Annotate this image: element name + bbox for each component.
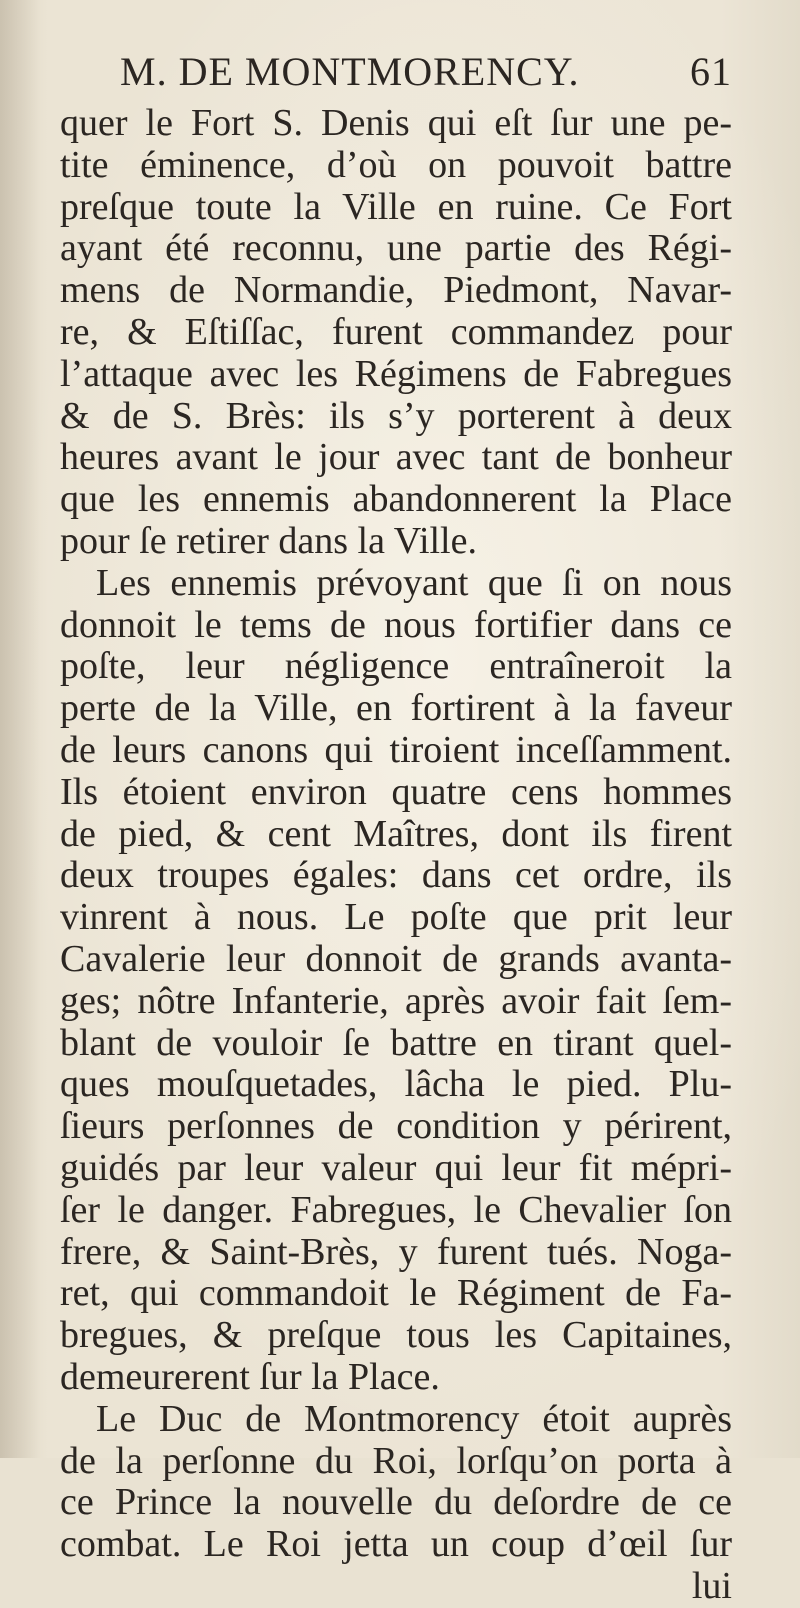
text-line: vinrent à nous. Le poſte que prit leur bbox=[60, 897, 732, 939]
catchword: lui bbox=[691, 1565, 732, 1607]
text-line: de pied, & cent Maîtres, dont ils firent bbox=[60, 813, 732, 855]
text-line: de la perſonne du Roi, lorſqu’on porta à bbox=[60, 1440, 732, 1482]
gutter-shadow bbox=[0, 0, 40, 1458]
text-line: de leurs canons qui tiroient inceſſamment. bbox=[60, 729, 732, 771]
text-line: heures avant le jour avec tant de bonheur bbox=[60, 437, 732, 479]
text-line: re, & Eſtiſſac, furent commandez pour bbox=[60, 311, 732, 353]
text-line: Cavalerie leur donnoit de grands avanta- bbox=[60, 938, 732, 980]
text-line: deux troupes égales: dans cet ordre, ils bbox=[60, 855, 732, 897]
text-line: perte de la Ville, en fortirent à la faveur bbox=[60, 688, 732, 730]
text-line: ſieurs perſonnes de condition y périrent, bbox=[60, 1106, 732, 1148]
running-head bbox=[120, 48, 732, 98]
text-line: mens de Normandie, Piedmont, Navar- bbox=[60, 270, 732, 312]
paragraph-start-line: Les ennemis prévoyant que ſi on nous bbox=[96, 562, 732, 604]
text-line: ges; nôtre Infanterie, après avoir fait ſem- bbox=[60, 980, 732, 1022]
text-line: ce Prince la nouvelle du deſordre de ce bbox=[60, 1482, 732, 1524]
text-line: ayant été reconnu, une partie des Régi- bbox=[60, 228, 732, 270]
text-line: quer le Fort S. Denis qui eſt ſur une pe- bbox=[60, 103, 732, 144]
text-line: poſte, leur négligence entraîneroit la bbox=[60, 646, 732, 688]
body-text bbox=[60, 103, 732, 1608]
text-line: donnoit le tems de nous fortifier dans ce bbox=[60, 604, 732, 646]
paragraph-start-line: Le Duc de Montmorency étoit auprès bbox=[96, 1398, 732, 1440]
page-number: 61 bbox=[690, 49, 732, 94]
text-line: frere, & Saint-Brès, y furent tués. Noga- bbox=[60, 1231, 732, 1273]
text-line: Ils étoient environ quatre cens hommes bbox=[60, 771, 732, 813]
text-line: l’attaque avec les Régimens de Fabregues bbox=[60, 353, 732, 395]
text-line: ret, qui commandoit le Régiment de Fa- bbox=[60, 1273, 732, 1315]
paragraph-end-line: pour ſe retirer dans la Ville. bbox=[60, 520, 477, 562]
text-line: tite éminence, d’où on pouvoit battre bbox=[60, 144, 732, 186]
text-line: ques mouſquetades, lâcha le pied. Plu- bbox=[60, 1064, 732, 1106]
text-line: ſer le danger. Fabregues, le Chevalier ſon bbox=[60, 1189, 732, 1231]
text-line: combat. Le Roi jetta un coup d’œil ſur bbox=[60, 1524, 732, 1566]
text-line: guidés par leur valeur qui leur fit mépri- bbox=[60, 1147, 732, 1189]
text-line: blant de vouloir ſe battre en tirant quel- bbox=[60, 1022, 732, 1064]
text-line: que les ennemis abandonnerent la Place bbox=[60, 479, 732, 521]
text-line: & de S. Brès: ils s’y porterent à deux bbox=[60, 395, 732, 437]
text-line: preſque toute la Ville en ruine. Ce Fort bbox=[60, 186, 732, 228]
running-title: M. DE MONTMORENCY. bbox=[120, 49, 580, 94]
paragraph-end-line: demeurerent ſur la Place. bbox=[60, 1356, 440, 1398]
text-line: bregues, & preſque tous les Capitaines, bbox=[60, 1315, 732, 1357]
